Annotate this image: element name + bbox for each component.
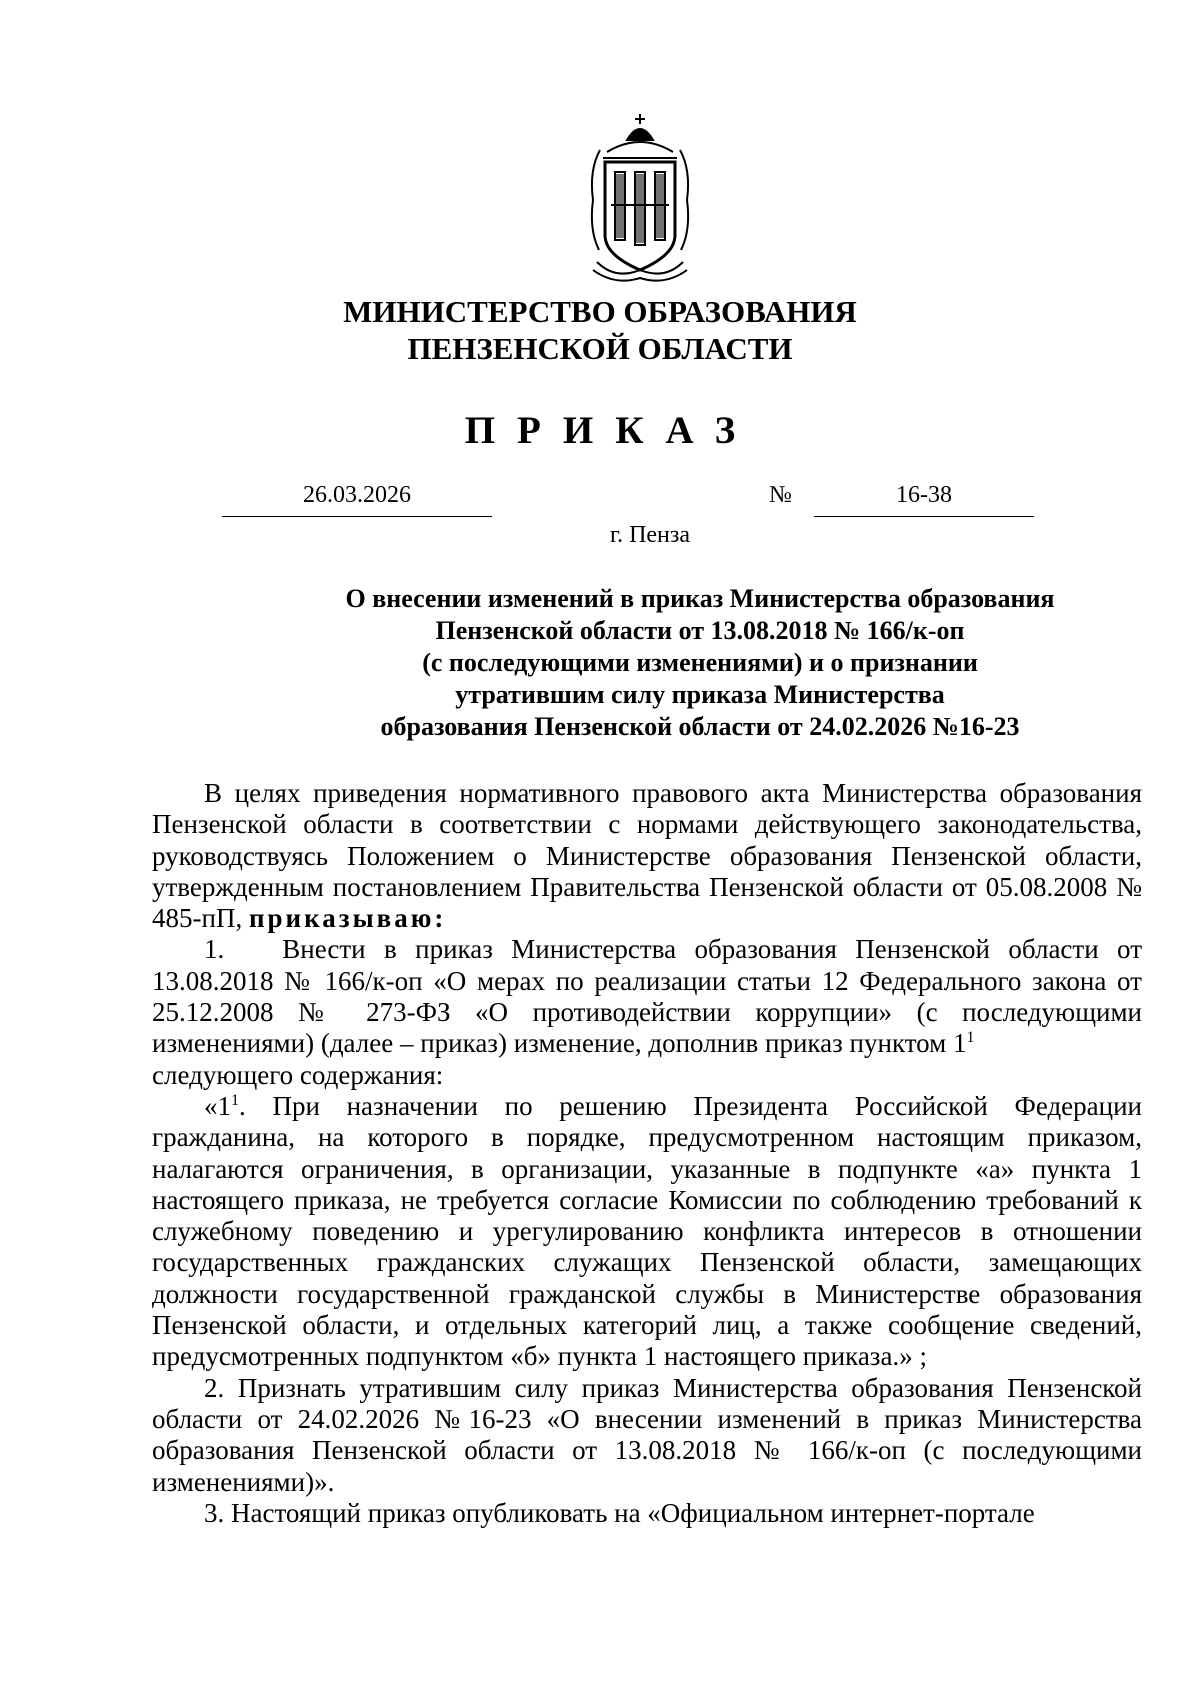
item-1-tail: следующего содержания: [152,1059,444,1090]
subject-line-4: утратившим силу приказа Министерства [455,680,945,709]
order-number: 16-38 [896,482,952,508]
subject-line-3: (с последующими изменениями) и о признании [422,648,978,677]
item-2-paragraph: 2. Признать утратившим силу приказ Министерства образования Пензенской области от 24.02.2026 №16-23 «О внесении изменений в приказ Министерства образования Пензенской области от 13.08.2018 № 166/к-оп (с последующими изменениями)». [152,1372,1142,1497]
subject-line-1: О внесении изменений в приказ Министерства образования [345,584,1055,613]
order-body [152,778,1142,1529]
date-underline [222,516,492,517]
coat-of-arms-icon [585,110,695,285]
preamble-text: В целях приведения нормативного правового акта Министерства образования Пензенской области в соответствии с нормами действующего законодательства, руководствуясь Положением о Министерстве образования Пензенской области, утвержденным постановлением Правительства Пензенской области от 05.08.2008 № 485-пП, [152,778,1142,934]
number-underline [814,516,1034,517]
document-type-title: ПРИКАЗ [464,409,758,452]
city: г. Пенза [609,522,691,548]
quote-text: . При назначении по решению Президента Российской Федерации гражданина, на которого в порядке, предусмотренном настоящим приказом, налагаются ограничения, в организации, указанные в подпункте «а» пункта 1 настоящего приказа, не требуется согласие Комиссии по соблюдению требований к служебному поведению и урегулированию конфликта интересов в отношении государственных гражданских служащих Пензенской области, замещающих должности государственной гражданской службы в Министерстве образования Пензенской области, и отдельных категорий лиц, а также сообщение сведений, предусмотренных подпунктом «б» пункта 1 настоящего приказа.» ; [152,1090,1142,1372]
ministry-line-2: ПЕНЗЕНСКОЙ ОБЛАСТИ [407,331,793,366]
quoted-paragraph [152,1091,1142,1373]
order-directive: приказываю: [248,903,447,934]
quote-superscript: 1 [231,1091,239,1109]
item-3-paragraph: 3. Настоящий приказ опубликовать на «Официальном интернет-портале [204,1497,1035,1528]
ministry-line-1: МИНИСТЕРСТВО ОБРАЗОВАНИЯ [343,294,857,329]
order-subject [300,583,1100,743]
ministry-name [0,293,1200,367]
item-1-number: 1. [204,934,225,965]
order-date: 26.03.2026 [303,482,411,508]
subject-line-2: Пензенской области от 13.08.2018 № 166/к-оп [435,616,965,645]
item-1-text: Внести в приказ Министерства образования Пензенской области от 13.08.2018 № 166/к-оп «О мерах по реализации статьи 12 Федерального закона от 25.12.2008 № 273-ФЗ «О противодействии коррупции» (с последующими изменениями) (далее – приказ) изменение, дополнив приказ пунктом 1 [152,934,1142,1059]
preamble-paragraph [152,778,1142,934]
quote-open: «1 [204,1090,231,1121]
item-1-superscript: 1 [966,1029,975,1047]
subject-line-5: образования Пензенской области от 24.02.2026 №16-23 [380,712,1020,741]
number-sign: № [769,482,792,508]
item-1-paragraph [152,934,1142,1059]
